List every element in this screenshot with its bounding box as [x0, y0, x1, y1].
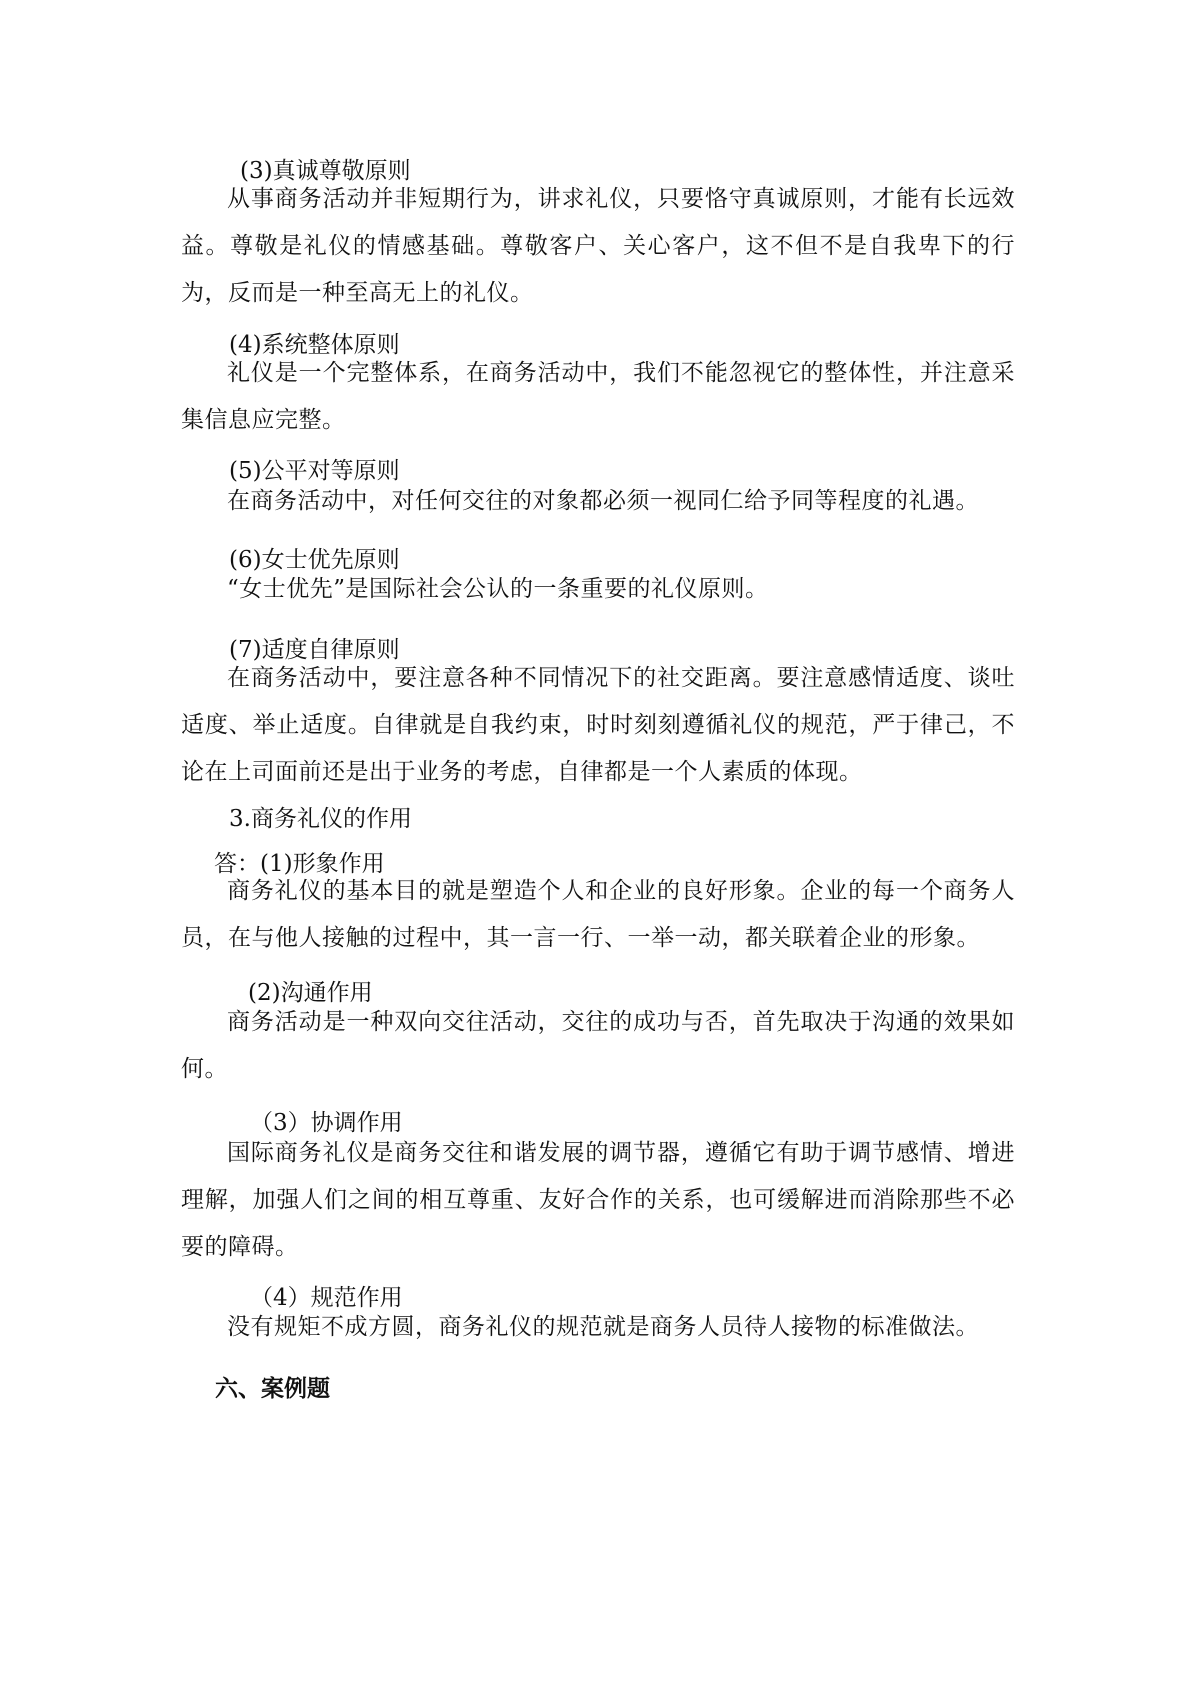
- answer-4-body: 没有规矩不成方圆，商务礼仪的规范就是商务人员待人接物的标准做法。: [227, 1314, 979, 1340]
- principle-7-title: (7)适度自律原则: [229, 637, 400, 663]
- answer-3-title: （3）协调作用: [250, 1110, 403, 1136]
- answer-2-body: 商务活动是一种双向交往活动，交往的成功与否，首先取决于沟通的效果如何。: [181, 1009, 1015, 1082]
- principle-5-body: 在商务活动中，对任何交往的对象都必须一视同仁给予同等程度的礼遇。: [227, 488, 979, 514]
- principle-3-title: (3)真诚尊敬原则: [240, 158, 411, 184]
- principle-5-title: (5)公平对等原则: [229, 458, 400, 484]
- answer-4-title: （4）规范作用: [250, 1285, 403, 1311]
- principle-4-body: 礼仪是一个完整体系，在商务活动中，我们不能忽视它的整体性，并注意采集信息应完整。: [181, 360, 1015, 433]
- question-3-title: 3.商务礼仪的作用: [229, 806, 412, 832]
- answer-1-title: 答：(1)形象作用: [214, 851, 385, 877]
- principle-4-title: (4)系统整体原则: [229, 332, 400, 358]
- principle-6-body: “女士优先”是国际社会公认的一条重要的礼仪原则。: [227, 576, 769, 602]
- section-6-heading: 六、案例题: [215, 1376, 330, 1402]
- answer-3-body: 国际商务礼仪是商务交往和谐发展的调节器，遵循它有助于调节感情、增进理解，加强人们之间的相互尊重、友好合作的关系，也可缓解进而消除那些不必要的障碍。: [181, 1140, 1015, 1260]
- answer-2-title: (2)沟通作用: [248, 980, 373, 1006]
- principle-6-title: (6)女士优先原则: [229, 547, 400, 573]
- principle-7-body: 在商务活动中，要注意各种不同情况下的社交距离。要注意感情适度、谈吐适度、举止适度。自律就是自我约束，时时刻刻遵循礼仪的规范，严于律己，不论在上司面前还是出于业务的考虑，自律都是一个人素质的体现。: [181, 665, 1015, 785]
- answer-1-body: 商务礼仪的基本目的就是塑造个人和企业的良好形象。企业的每一个商务人员，在与他人接触的过程中，其一言一行、一举一动，都关联着企业的形象。: [181, 878, 1015, 951]
- principle-3-body: 从事商务活动并非短期行为，讲求礼仪，只要恪守真诚原则，才能有长远效益。尊敬是礼仪的情感基础。尊敬客户、关心客户，这不但不是自我卑下的行为，反而是一种至高无上的礼仪。: [181, 186, 1015, 306]
